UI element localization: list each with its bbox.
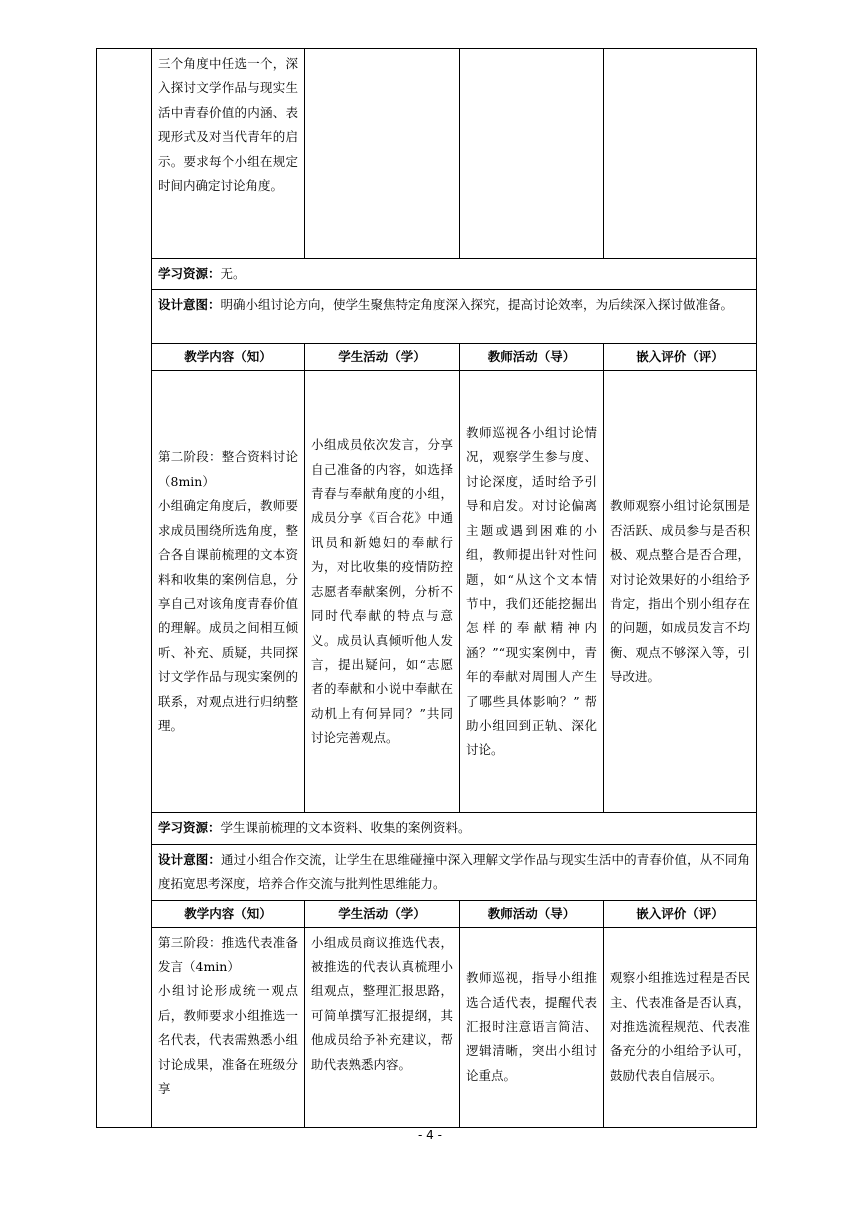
stage3-content: 小组讨论形成统一观点后，教师要求小组推选一名代表，代表需熟悉小组讨论成果，准备在班级分享 <box>158 983 298 1097</box>
stage3-teacher-cell: 教师巡视，指导小组推选合适代表，提醒代表汇报时注意语言简洁、逻辑清晰，突出小组讨论重点。 <box>460 927 604 1127</box>
header-teacher-2: 教师活动（导） <box>460 900 604 927</box>
stage1-teacher-cell <box>460 49 604 259</box>
header-row-1 <box>97 344 757 371</box>
learning-resource-2: 学习资源：学生课前梳理的文本资料、收集的案例资料。 <box>152 813 757 844</box>
learning-resource-1: 学习资源：无。 <box>152 259 757 290</box>
header-eval-2: 嵌入评价（评） <box>604 900 757 927</box>
stage3-row <box>97 927 757 1127</box>
stage3-student-cell: 小组成员商议推选代表，被推选的代表认真梳理小组观点，整理汇报思路，可简单撰写汇报提纲，其他成员给予补充建议，帮助代表熟悉内容。 <box>305 927 460 1127</box>
stage2-content-cell <box>152 371 305 813</box>
page-number: - 4 - <box>418 1128 442 1142</box>
header-student: 学生活动（学） <box>305 344 460 371</box>
continuation-row <box>97 49 757 259</box>
left-margin-column <box>97 49 152 1128</box>
stage2-teacher-cell: 教师巡视各小组讨论情况，观察学生参与度、讨论深度，适时给予引导和启发。对讨论偏离主题或遇到困难的小组，教师提出针对性问题，如“从这个文本情节中，我们还能挖掘出怎样的奉献精神内涵？”“现实案例中，青年的奉献对周围人产生了哪些具体影响？” 帮助小组回到正轨、深化讨论。 <box>460 371 604 813</box>
stage1-eval-cell <box>604 49 757 259</box>
stage2-title: 第二阶段：整合资料讨论（8min） <box>158 449 298 489</box>
stage2-student-cell: 小组成员依次发言，分享自己准备的内容，如选择青春与奉献角度的小组，成员分享《百合花》中通讯员和新媳妇的奉献行为，对比收集的疫情防控志愿者奉献案例，分析不同时代奉献的特点与意义。成员认真倾听他人发言，提出疑问，如“志愿者的奉献和小说中奉献在动机上有何异同？”共同讨论完善观点。 <box>305 371 460 813</box>
header-row-2 <box>97 900 757 927</box>
stage3-eval-cell: 观察小组推选过程是否民主、代表准备是否认真，对推选流程规范、代表准备充分的小组给予认可，鼓励代表自信展示。 <box>604 927 757 1127</box>
stage2-content: 小组确定角度后，教师要求成员围绕所选角度，整合各自课前梳理的文本资料和收集的案例信息，分享自己对该角度青春价值的理解。成员之间相互倾听、补充、质疑，共同探讨文学作品与现实案例的联系，对观点进行归纳整理。 <box>158 498 298 733</box>
design-intent-1: 设计意图：明确小组讨论方向，使学生聚焦特定角度深入探究，提高讨论效率，为后续深入探讨做准备。 <box>152 290 757 344</box>
intent-row-1 <box>97 290 757 344</box>
intent-row-2 <box>97 844 757 900</box>
header-eval: 嵌入评价（评） <box>604 344 757 371</box>
stage2-row <box>97 371 757 813</box>
header-content-2: 教学内容（知） <box>152 900 305 927</box>
resource-row-1 <box>97 259 757 290</box>
lesson-plan-table <box>96 48 757 1128</box>
header-teacher: 教师活动（导） <box>460 344 604 371</box>
header-content: 教学内容（知） <box>152 344 305 371</box>
resource-row-2 <box>97 813 757 844</box>
stage1-student-cell <box>305 49 460 259</box>
stage3-content-cell <box>152 927 305 1127</box>
stage3-title: 第三阶段：推选代表准备发言（4min） <box>158 934 298 975</box>
header-student-2: 学生活动（学） <box>305 900 460 927</box>
design-intent-2: 设计意图：通过小组合作交流，让学生在思维碰撞中深入理解文学作品与现实生活中的青春价值，从不同角度拓宽思考深度，培养合作交流与批判性思维能力。 <box>152 844 757 900</box>
stage1-content-cell: 三个角度中任选一个，深入探讨文学作品与现实生活中青春价值的内涵、表现形式及对当代青年的启示。要求每个小组在规定时间内确定讨论角度。 <box>152 49 305 259</box>
stage2-eval-cell: 教师观察小组讨论氛围是否活跃、成员参与是否积极、观点整合是否合理，对讨论效果好的小组给予肯定，指出个别小组存在的问题，如成员发言不均衡、观点不够深入等，引导改进。 <box>604 371 757 813</box>
